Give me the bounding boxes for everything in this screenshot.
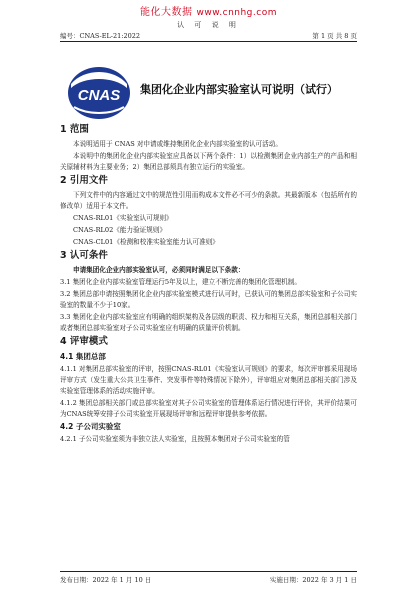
section-1-para-1: 本说明适用于 CNAS 对申请或维持集团化企业内部实验室的认可活动。 <box>73 140 282 148</box>
reference-item: CNAS-RL01《实验室认可规则》 <box>73 214 173 222</box>
document-body <box>60 123 357 446</box>
clause-4-1-2: 4.1.2 集团总部相关部门或总部实验室对其子公司实验室的管理体系运行情况进行评价，其评价结果可为CNAS统筹安排子公司实验室开展现场评审和远程评审提供参考依据。 <box>60 399 357 418</box>
section-1-para-2: 本说明中的集团化企业内部实验室应具备以下两个条件：1）以检测集团企业内部生产的产品和相关原辅材料为主要业务；2）集团总部须具有独立运行的实验室。 <box>60 152 357 171</box>
subsection-4-1-heading: 4.1 集团总部 <box>60 352 106 361</box>
watermark-name: 能化大数据 <box>140 7 193 18</box>
watermark <box>0 3 417 18</box>
section-1-heading: 1 范围 <box>60 124 89 135</box>
reference-item: CNAS-CL01《检测和校准实验室能力认可准则》 <box>73 238 219 246</box>
section-2-heading: 2 引用文件 <box>60 175 108 186</box>
clause-3-1: 3.1 集团化企业内部实验室管理运行5年及以上，建立不断完善的集团化管理机制。 <box>60 278 301 286</box>
header-divider <box>60 41 357 42</box>
clause-4-1-1: 4.1.1 对集团总部实验室的评审，按照CNAS-RL01《实验室认可规则》的要求，每次评审都采用现场评审方式（发生重大公共卫生事件、突发事件等特殊情况下除外），评审组应对集团总部相关部门涉及实验室管理体系的活动实施评审。 <box>60 365 357 395</box>
clause-4-2-1: 4.2.1 子公司实验室须为非独立法人实验室，且按照本集团对子公司实验室的管 <box>60 435 290 443</box>
clause-3-3: 3.3 集团化企业内部实验室应有明确的组织架构及各层级的职责、权力和相互关系，集团总部相关部门或者集团总部实验室对子公司实验室应有明确的质量评价机制。 <box>60 313 357 332</box>
footer <box>60 575 357 584</box>
doc-number: 编号：CNAS-EL-21:2022 <box>60 32 141 40</box>
issue-date: 发布日期：2022 年 1 月 10 日 <box>60 576 152 584</box>
section-4-heading: 4 评审模式 <box>60 336 108 347</box>
logo-text: CNAS <box>77 87 121 104</box>
section-3-heading: 3 认可条件 <box>60 250 108 261</box>
document-title: 集团化企业内部实验室认可说明（试行） <box>140 83 338 96</box>
subsection-4-2-heading: 4.2 子公司实验室 <box>60 422 121 431</box>
watermark-url[interactable]: www.cnnhg.com <box>196 8 277 18</box>
footer-divider <box>60 571 357 572</box>
section-2-para-1: 下列文件中的内容通过文中的规范性引用而构成本文件必不可少的条款。其最新版本（包括所有的修改单）适用于本文件。 <box>60 191 357 210</box>
cnas-logo <box>64 62 134 122</box>
clause-3-2: 3.2 集团总部申请按照集团化企业内部实验室模式进行认可时，已获认可的集团总部实验室和子公司实验室的数量不少于10家。 <box>60 290 357 309</box>
header-title: 认 可 说 明 <box>177 21 240 29</box>
reference-item: CNAS-RL02《能力验证规则》 <box>73 226 167 234</box>
header-row <box>60 31 357 40</box>
effective-date: 实施日期：2022 年 3 月 1 日 <box>269 576 357 584</box>
page-info: 第 1 页 共 8 页 <box>312 32 357 40</box>
section-3-lead: 申请集团化企业内部实验室认可，必须同时满足以下条款： <box>73 266 245 274</box>
